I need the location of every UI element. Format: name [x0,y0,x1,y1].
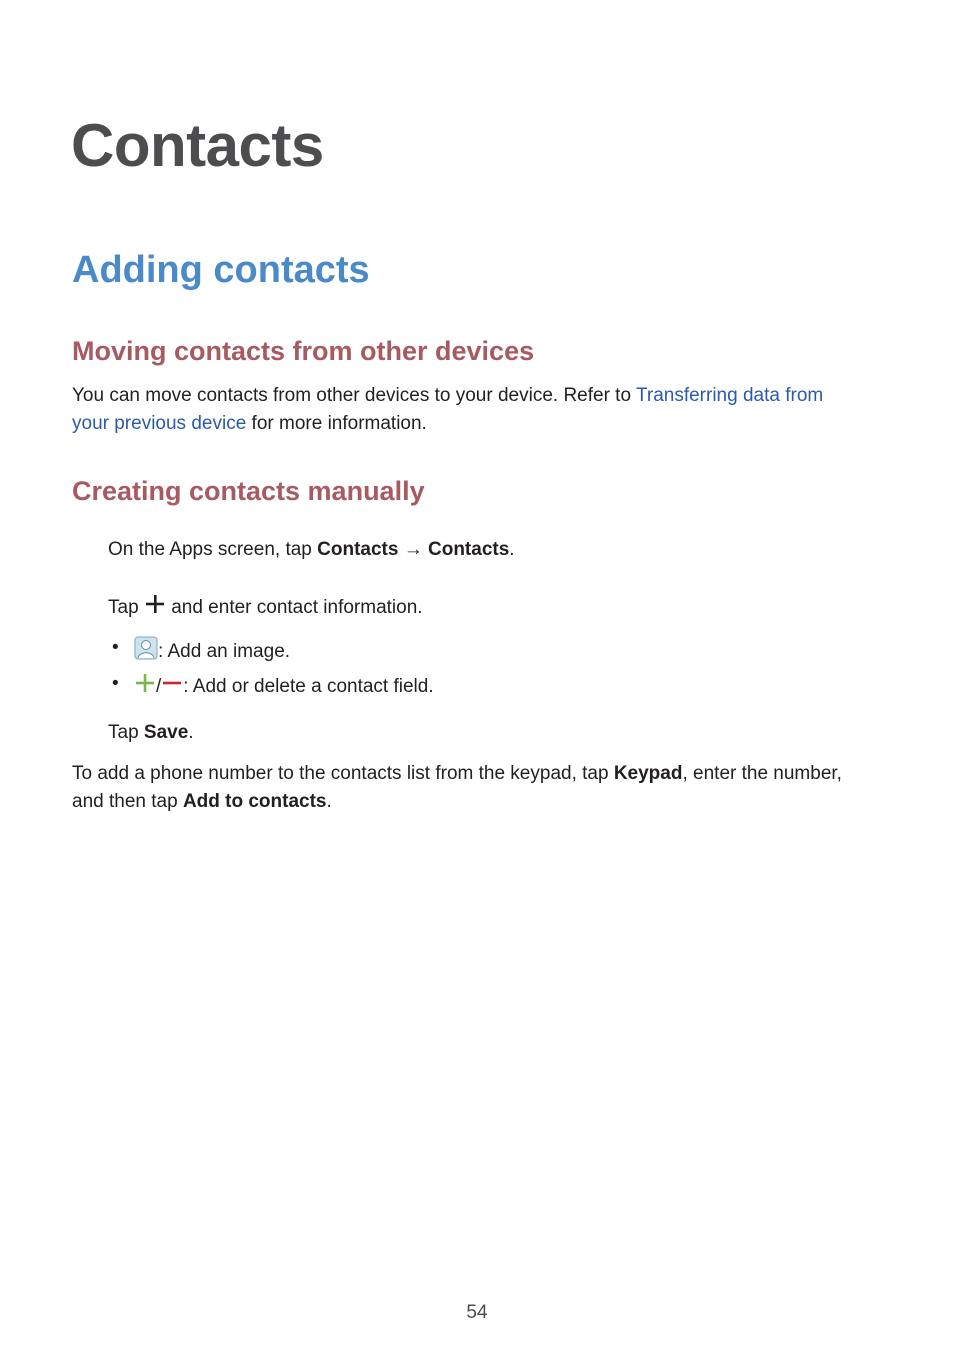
note-text-3: and then tap [72,791,183,812]
moving-line-2 [72,410,892,438]
step-1-text: On the Apps screen, tap [108,539,318,560]
contacts-tab-label: Contacts [428,539,510,560]
green-plus-icon [134,672,156,702]
subsection-title-creating: Creating contacts manually [72,476,425,506]
previous-device-link[interactable]: your previous device [72,413,247,434]
transferring-data-link[interactable]: Transferring data from [635,385,824,406]
separator-text: / [156,676,162,697]
moving-line-1 [72,382,892,410]
step-3-text: Tap [108,722,144,743]
contact-image-icon [134,636,158,668]
chapter-title: Contacts [71,112,324,179]
step-2 [108,593,423,623]
arrow-text: → [398,539,428,560]
bullet-item-field [134,672,434,702]
bullet-item-image [134,636,290,668]
keypad-note [72,760,892,816]
moving-text: You can move contacts from other devices to your device. Refer to [72,385,636,406]
keypad-label: Keypad [613,763,683,784]
note-text-4: . [326,791,332,812]
bullet-1-text: : Add an image. [158,641,291,662]
step-3 [108,720,194,746]
note-line-2 [72,788,892,816]
moving-paragraph [72,382,892,438]
step-1-suffix: . [509,539,515,560]
contacts-app-label: Contacts [317,539,399,560]
step-2-text: Tap [108,597,144,619]
save-label: Save [143,722,189,743]
step-1 [108,537,515,563]
note-text-1: To add a phone number to the contacts list from the keypad, tap [72,763,614,784]
step-2-suffix: and enter contact information. [165,597,423,619]
red-minus-icon [161,672,183,702]
moving-text-after: for more information. [246,413,427,434]
step-3-suffix: . [188,722,194,743]
bullet-2: • [112,673,119,694]
plus-icon [144,593,166,623]
subsection-title-moving: Moving contacts from other devices [72,336,535,366]
bullet-2-text: : Add or delete a contact field. [183,676,434,697]
bullet-1: • [112,637,119,658]
note-line-1 [72,760,892,788]
section-title: Adding contacts [72,249,370,291]
add-to-contacts-label: Add to contacts [182,791,327,812]
page-number: 54 [466,1302,488,1323]
note-text-2: , enter the number, [682,763,842,784]
